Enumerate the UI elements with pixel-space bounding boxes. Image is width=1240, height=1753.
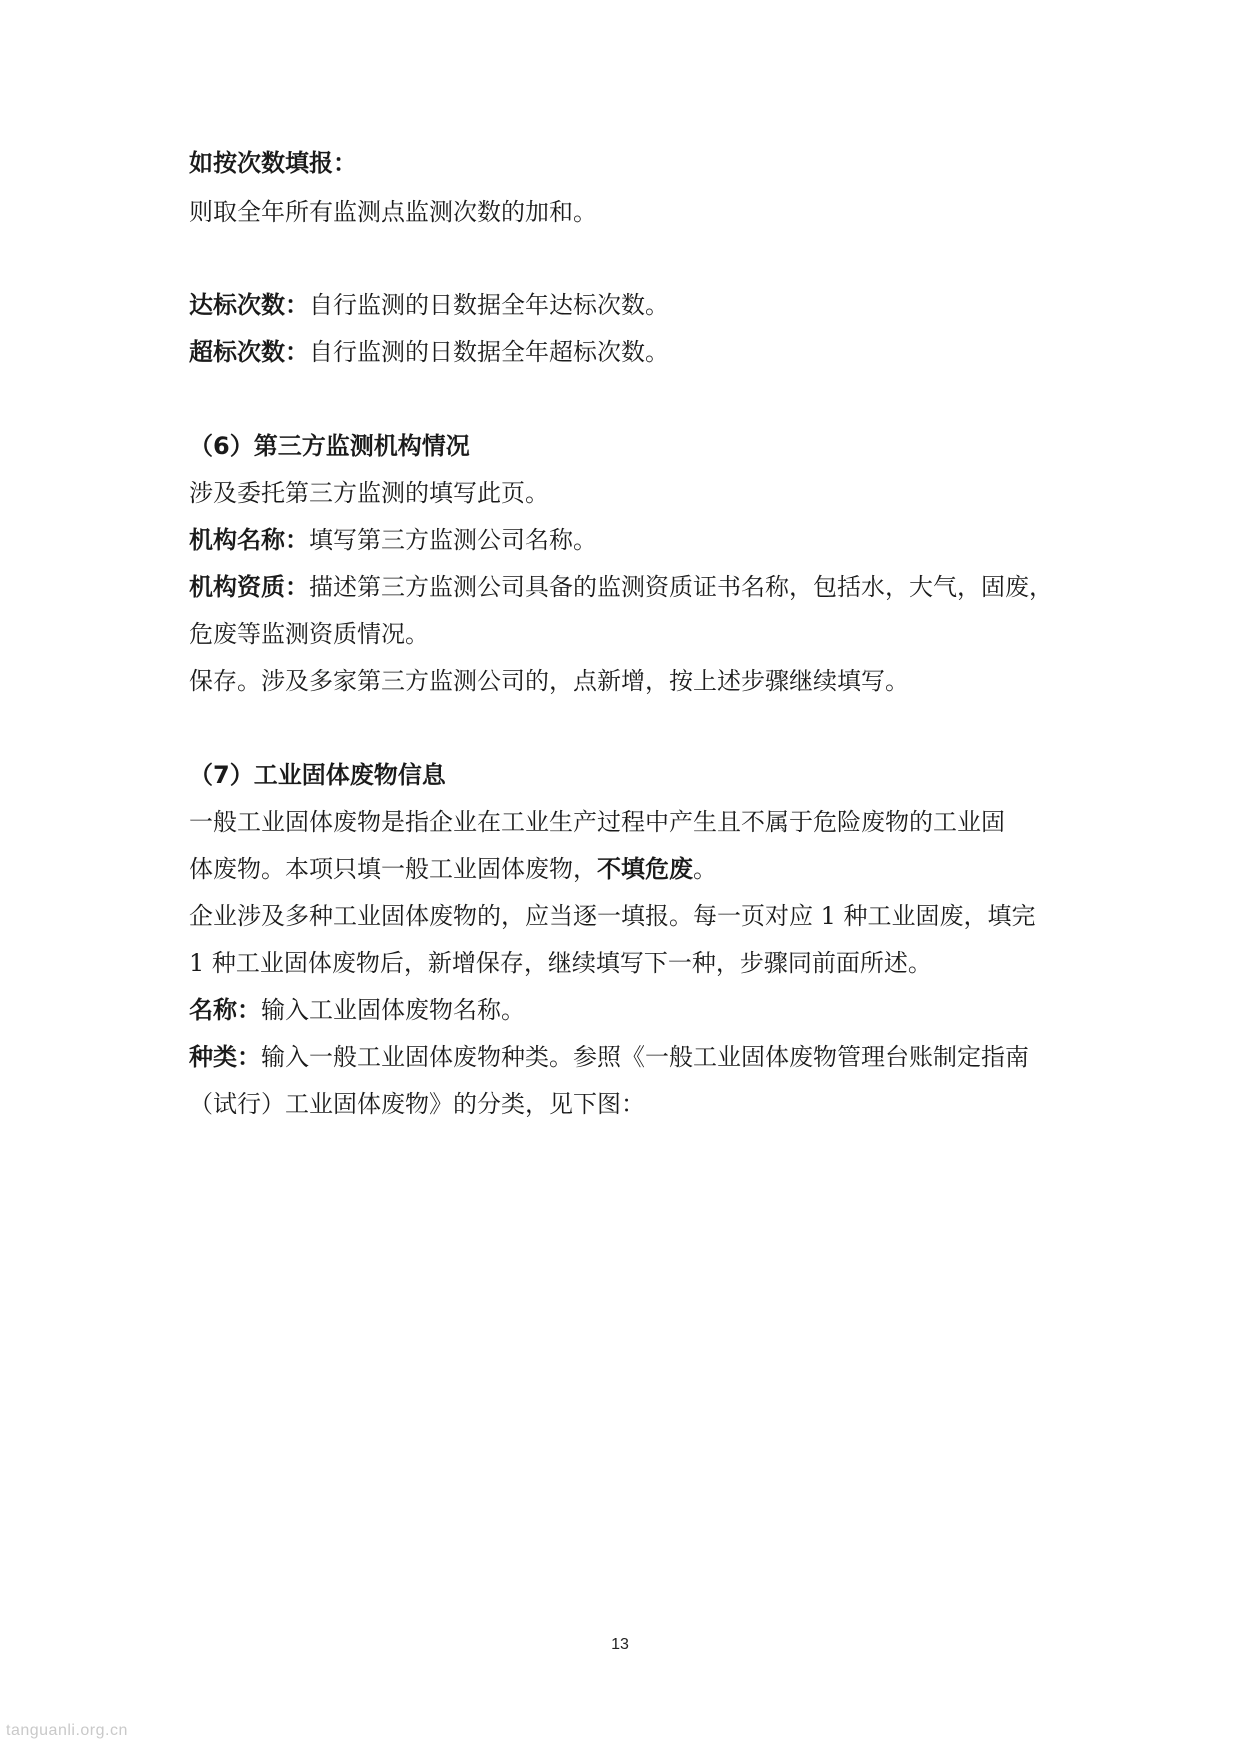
text-exceed-count: 自行监测的日数据全年超标次数。 — [309, 338, 669, 366]
paragraph-agency-name — [189, 525, 597, 555]
label-waste-type: 种类： — [189, 1043, 261, 1071]
paragraph-agency-qualification — [189, 572, 1053, 602]
text-solid-waste-def: 一般工业固体废物是指企业在工业生产过程中产生且不属于危险废物的工业固 — [189, 808, 1005, 836]
text-multi-waste: 企业涉及多种工业固体废物的，应当逐一填报。每一页对应 1 种工业固废，填完 — [189, 902, 1036, 930]
paragraph-waste-name — [189, 995, 525, 1025]
label-count-mode: 如按次数填报： — [189, 149, 357, 177]
paragraph-multi-waste — [189, 901, 1036, 931]
watermark: tanguanli.org.cn — [6, 1722, 128, 1739]
text-compliant-count: 自行监测的日数据全年达标次数。 — [309, 291, 669, 319]
text-agency-qualification: 描述第三方监测公司具备的监测资质证书名称，包括水，大气，固废， — [309, 573, 1053, 601]
text-waste-name: 输入工业固体废物名称。 — [261, 996, 525, 1024]
text-agency-name: 填写第三方监测公司名称。 — [309, 526, 597, 554]
paragraph-agency-qualification-cont — [189, 619, 429, 649]
text-agency-qualification-cont: 危废等监测资质情况。 — [189, 620, 429, 648]
text-third-party-scope: 涉及委托第三方监测的填写此页。 — [189, 479, 549, 507]
paragraph-exceed-count — [189, 337, 669, 367]
paragraph-multi-waste-cont — [189, 948, 932, 978]
section-heading-6: （6）第三方监测机构情况 — [189, 432, 470, 460]
text-waste-type-cont: （试行）工业固体废物》的分类，见下图： — [189, 1090, 645, 1118]
page-number: 13 — [611, 1636, 629, 1653]
label-agency-name: 机构名称： — [189, 526, 309, 554]
label-agency-qualification: 机构资质： — [189, 573, 309, 601]
paragraph-waste-type-cont — [189, 1089, 645, 1119]
label-waste-name: 名称： — [189, 996, 261, 1024]
text-solid-waste-def-cont: 体废物。本项只填一般工业固体废物， — [189, 855, 597, 883]
text-multi-waste-cont: 1 种工业固体废物后，新增保存，继续填写下一种，步骤同前面所述。 — [189, 949, 932, 977]
paragraph-solid-waste-def — [189, 807, 1005, 837]
text-save-note: 保存。涉及多家第三方监测公司的，点新增，按上述步骤继续填写。 — [189, 667, 909, 695]
text-waste-type: 输入一般工业固体废物种类。参照《一般工业固体废物管理台账制定指南 — [261, 1043, 1029, 1071]
paragraph-solid-waste-def-cont — [189, 854, 717, 884]
paragraph-count-mode — [189, 148, 357, 178]
paragraph-save-note — [189, 666, 909, 696]
text-period: 。 — [693, 855, 717, 883]
paragraph-compliant-count — [189, 290, 669, 320]
text-sum-rule: 则取全年所有监测点监测次数的加和。 — [189, 198, 597, 226]
section-heading-7: （7）工业固体废物信息 — [189, 761, 446, 789]
paragraph-waste-type — [189, 1042, 1029, 1072]
label-compliant-count: 达标次数： — [189, 291, 309, 319]
paragraph-third-party-scope — [189, 478, 549, 508]
emphasis-no-hazardous: 不填危废 — [597, 855, 693, 883]
label-exceed-count: 超标次数： — [189, 338, 309, 366]
paragraph-sum-rule — [189, 197, 597, 227]
